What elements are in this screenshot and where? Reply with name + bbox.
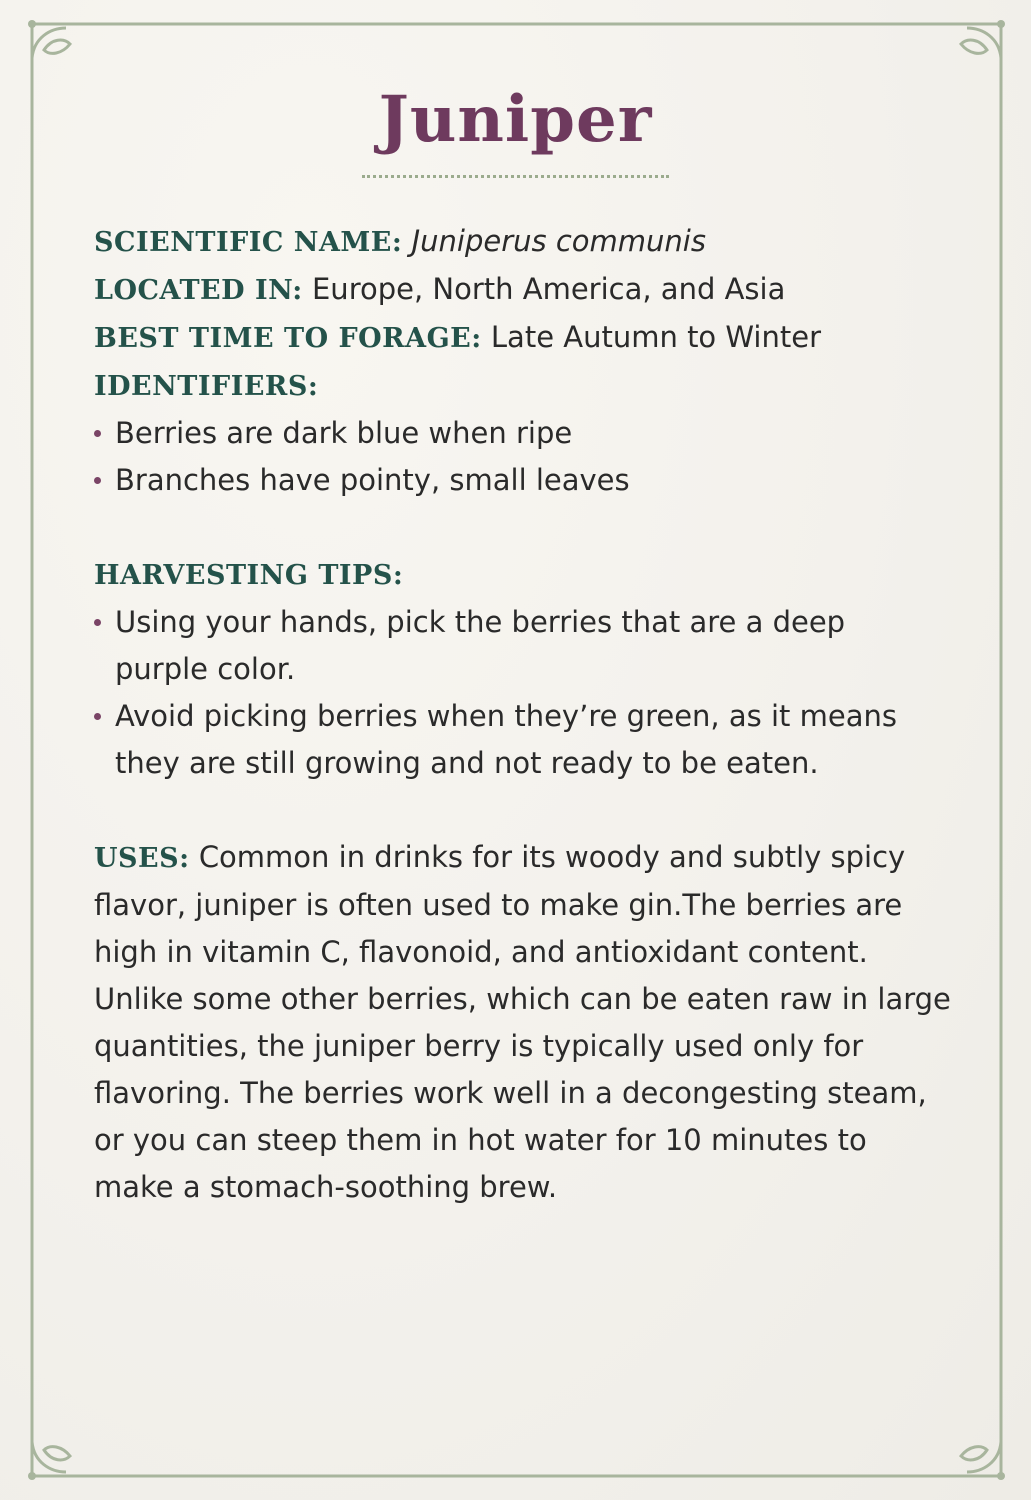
harvesting-tips-label: HARVESTING TIPS:	[94, 560, 404, 591]
card-title: Juniper	[378, 82, 653, 157]
harvesting-tips-list	[94, 599, 954, 787]
best-time-label: BEST TIME TO FORAGE:	[94, 323, 482, 354]
list-item: Avoid picking berries when they’re green, as it means they are still growing and not ready to be eaten.	[94, 693, 954, 787]
spacer	[94, 504, 954, 551]
best-time-row	[94, 314, 954, 362]
uses-line: Unlike some other berries, which can be eaten raw in large	[94, 982, 951, 1016]
bullet-icon	[94, 619, 101, 626]
list-item: Using your hands, pick the berries that are a deep purple color.	[94, 599, 954, 693]
title-dotted-rule	[362, 175, 669, 178]
list-item: Branches have pointy, small leaves	[94, 457, 954, 504]
located-in-label: LOCATED IN:	[94, 275, 303, 306]
uses-line: flavor, juniper is often used to make gin.The berries are	[94, 888, 903, 922]
spacer	[94, 787, 954, 834]
scientific-name-label: SCIENTIFIC NAME:	[94, 227, 403, 258]
identifiers-heading-row	[94, 362, 954, 410]
uses-line: high in vitamin C, flavonoid, and antioxidant content.	[94, 935, 868, 969]
uses-line: make a stomach-soothing brew.	[94, 1170, 558, 1204]
bullet-icon	[94, 477, 101, 484]
harvesting-heading-row	[94, 551, 954, 599]
scientific-name-row	[94, 218, 954, 266]
bullet-icon	[94, 713, 101, 720]
uses-line: flavoring. The berries work well in a decongesting steam,	[94, 1076, 927, 1110]
uses-label: USES:	[94, 843, 190, 874]
located-in-value: Europe, North America, and Asia	[311, 272, 786, 306]
card-content	[94, 218, 954, 1211]
identifiers-list	[94, 410, 954, 504]
uses-line: or you can steep them in hot water for 10 minutes to	[94, 1123, 867, 1157]
list-item: Berries are dark blue when ripe	[94, 410, 954, 457]
best-time-value: Late Autumn to Winter	[490, 320, 822, 354]
located-in-row	[94, 266, 954, 314]
bullet-icon	[94, 430, 101, 437]
scientific-name-value: Juniperus communis	[411, 224, 706, 258]
identifiers-label: IDENTIFIERS:	[94, 371, 319, 402]
uses-paragraph: USES: Common in drinks for its woody and subtly spicy flavor, juniper is often used to make gin.The berries are high in vitamin C, flavonoid, and antioxidant content. Unlike some other berries, which can be eaten raw in large quantities, the juniper berry is typically used only for flavoring. The berries work well in a decongesting steam, or you can steep them in hot water for 10 minutes to make a stomach-soothing brew.	[94, 834, 954, 1211]
uses-line: quantities, the juniper berry is typically used only for	[94, 1029, 864, 1063]
